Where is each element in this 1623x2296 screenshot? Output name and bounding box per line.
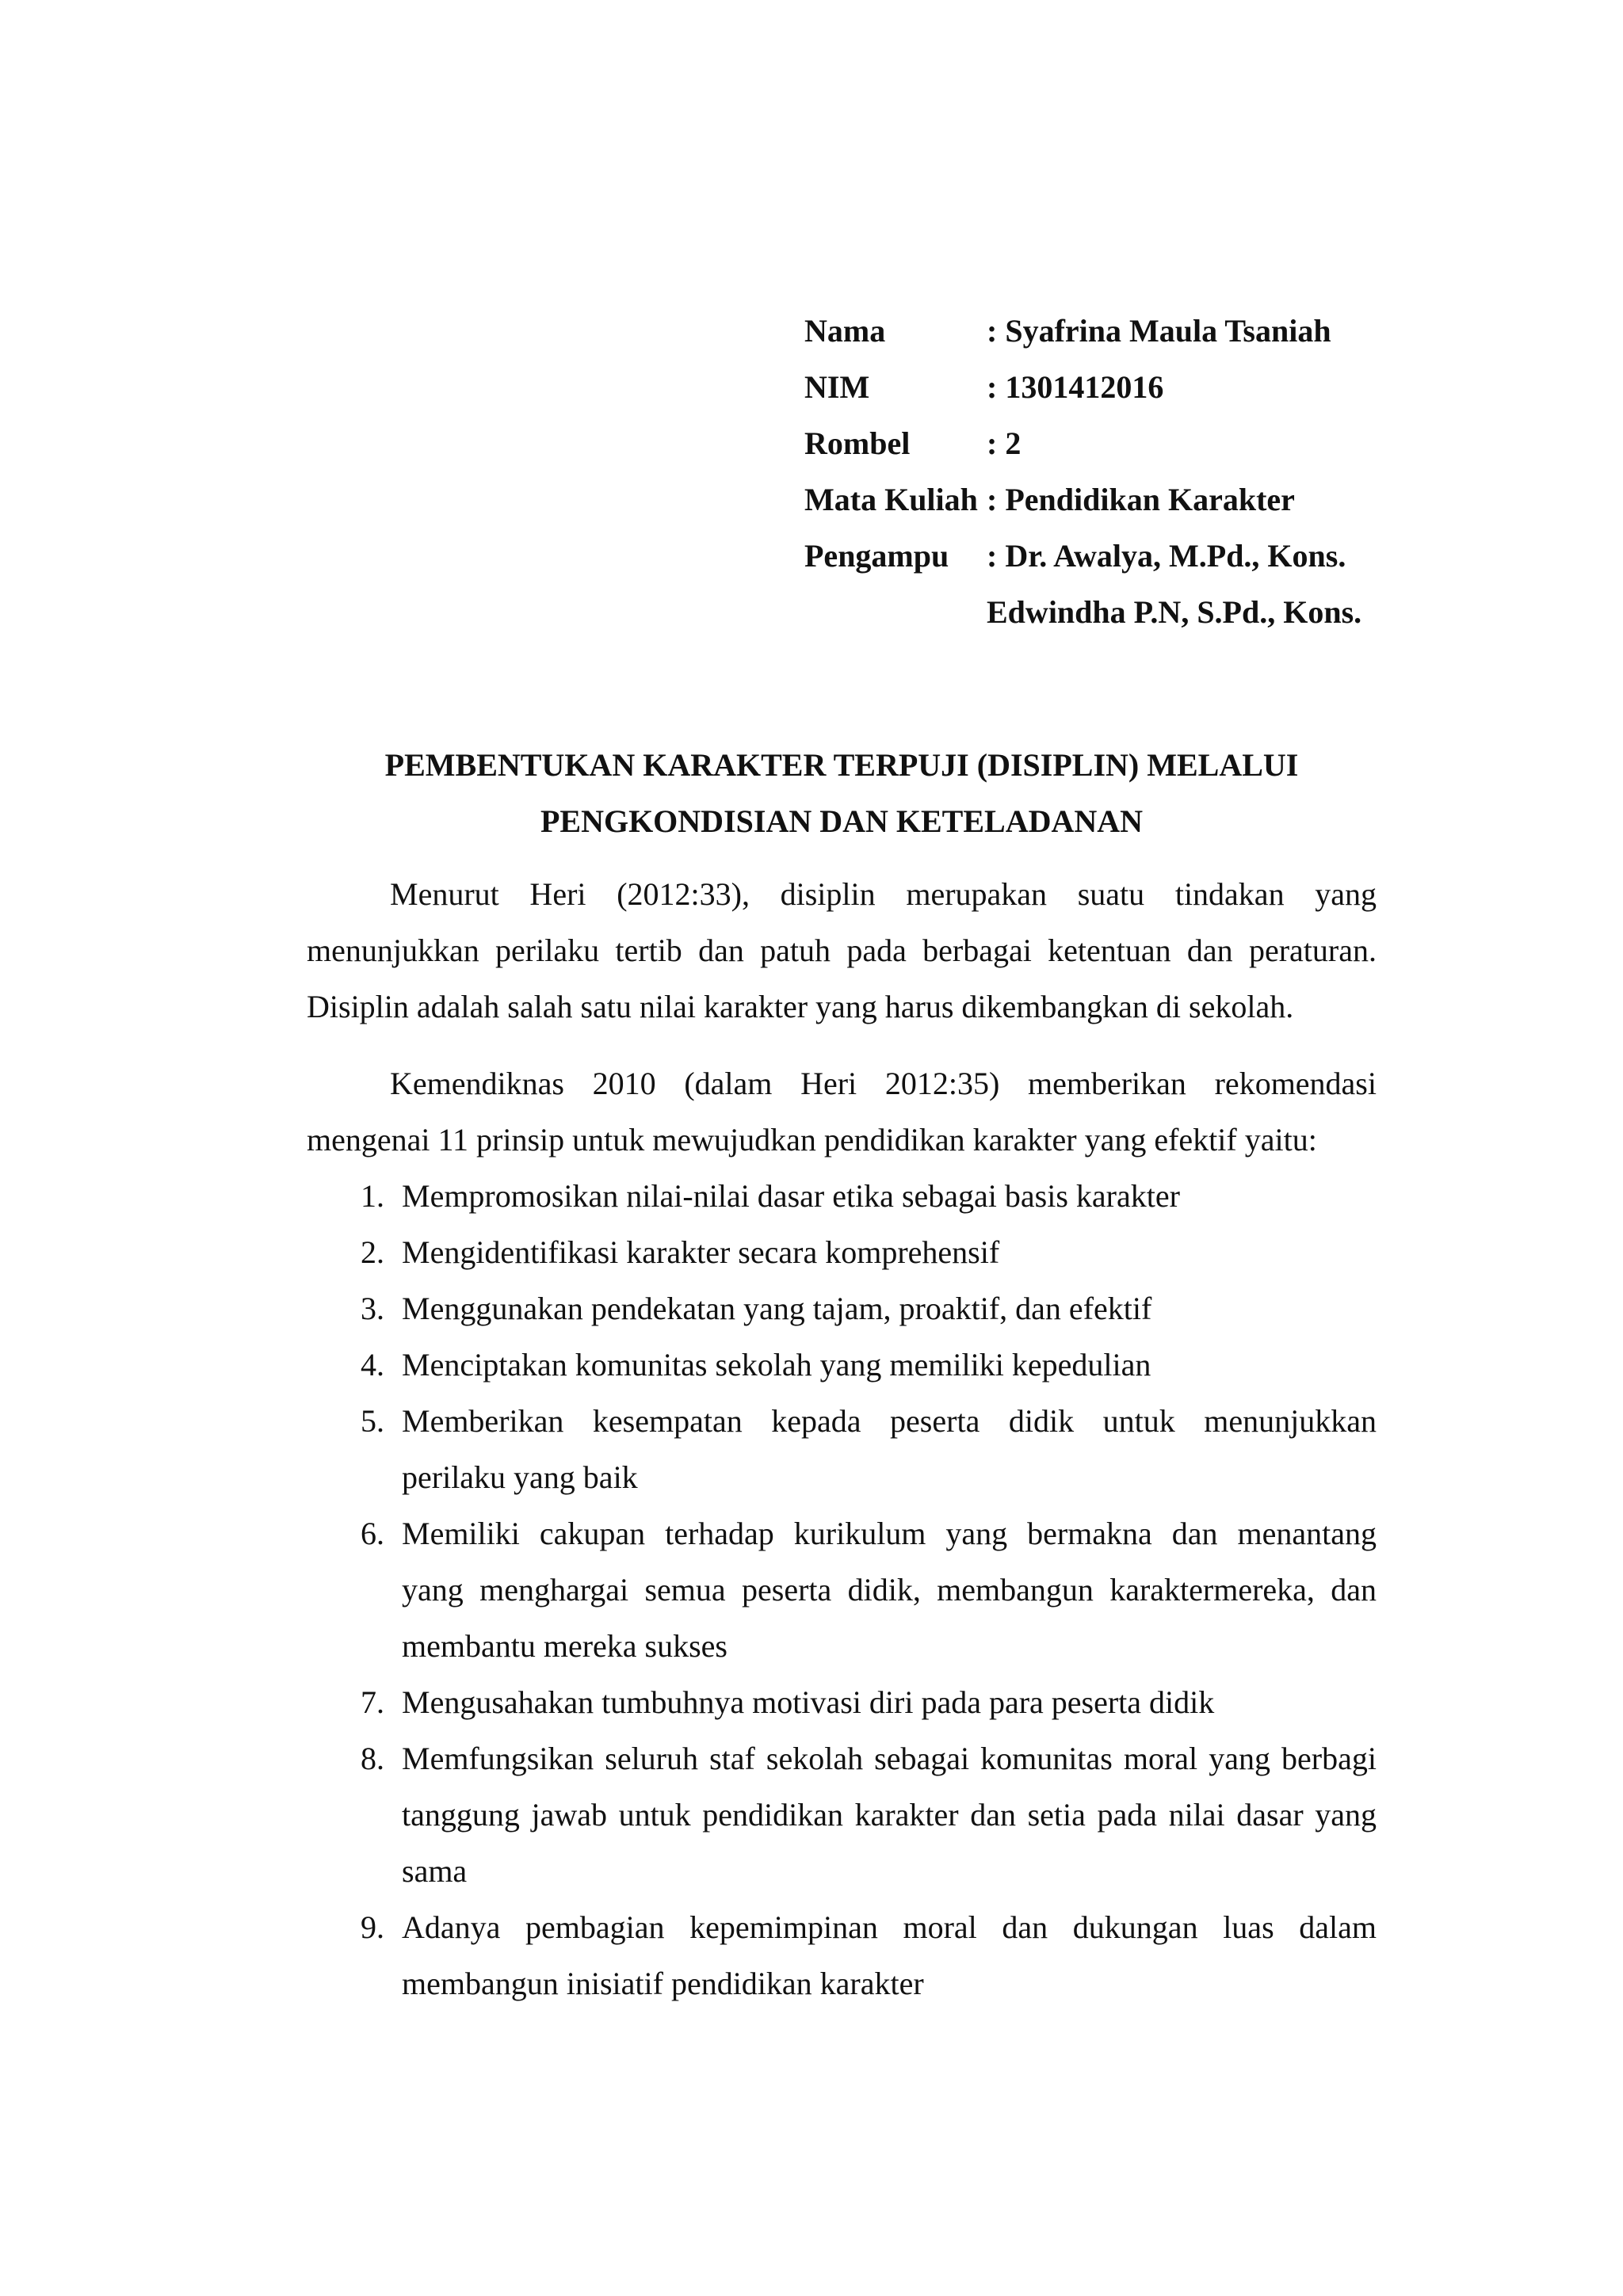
info-row-nama <box>804 303 1407 359</box>
info-value: : 1301412016 <box>987 369 1164 405</box>
list-number: 1. <box>361 1178 384 1214</box>
paragraph-line: menunjukkan perilaku tertib dan patuh pada berbagai ketentuan dan peraturan. <box>307 933 1377 968</box>
list-line: Menggunakan pendekatan yang tajam, proaktif, dan efektif <box>402 1291 1152 1326</box>
list-item <box>307 1674 1377 1730</box>
document-title <box>307 737 1377 849</box>
info-row-mata-kuliah <box>804 471 1407 528</box>
list-text <box>402 1168 1377 1224</box>
list-line: Mengusahakan tumbuhnya motivasi diri pada para peserta didik <box>402 1684 1215 1720</box>
paragraph-line: Disiplin adalah salah satu nilai karakter yang harus dikembangkan di sekolah. <box>307 989 1294 1024</box>
info-label: Mata Kuliah <box>804 482 978 517</box>
list-line: Memfungsikan seluruh staf sekolah sebagai komunitas moral yang berbagi <box>402 1741 1377 1776</box>
principles-list <box>307 1168 1377 2012</box>
list-text <box>402 1280 1377 1337</box>
list-line: perilaku yang baik <box>402 1459 638 1495</box>
list-number: 9. <box>361 1909 384 1945</box>
info-label: Pengampu <box>804 538 949 574</box>
list-item <box>307 1730 1377 1899</box>
list-text <box>402 1505 1377 1674</box>
paragraph-line: Kemendiknas 2010 (dalam Heri 2012:35) memberikan rekomendasi <box>390 1066 1377 1101</box>
list-line: Memiliki cakupan terhadap kurikulum yang bermakna dan menantang <box>402 1516 1377 1551</box>
list-item <box>307 1280 1377 1337</box>
list-number: 2. <box>361 1234 384 1270</box>
list-text <box>402 1899 1377 2012</box>
list-line: yang menghargai semua peserta didik, membangun karaktermereka, dan <box>402 1572 1377 1608</box>
list-line: Mempromosikan nilai-nilai dasar etika sebagai basis karakter <box>402 1178 1180 1214</box>
list-line: membangun inisiatif pendidikan karakter <box>402 1966 924 2001</box>
list-item <box>307 1899 1377 2012</box>
info-label: Rombel <box>804 425 911 461</box>
info-row-rombel <box>804 415 1407 471</box>
list-line: membantu mereka sukses <box>402 1628 727 1664</box>
info-value: : Dr. Awalya, M.Pd., Kons. <box>987 538 1346 574</box>
list-number: 6. <box>361 1516 384 1551</box>
info-label: Nama <box>804 313 886 349</box>
info-row-pengampu-continuation <box>804 584 1407 640</box>
list-item <box>307 1337 1377 1393</box>
info-value: : Pendidikan Karakter <box>987 482 1295 517</box>
list-item <box>307 1505 1377 1674</box>
info-value: : 2 <box>987 425 1022 461</box>
list-number: 4. <box>361 1347 384 1383</box>
title-line: PEMBENTUKAN KARAKTER TERPUJI (DISIPLIN) MELALUI <box>384 747 1299 783</box>
list-line: Memberikan kesempatan kepada peserta didik untuk menunjukkan <box>402 1403 1377 1439</box>
list-number: 3. <box>361 1291 384 1326</box>
list-line: tanggung jawab untuk pendidikan karakter dan setia pada nilai dasar yang <box>402 1797 1377 1833</box>
list-line: Menciptakan komunitas sekolah yang memiliki kepedulian <box>402 1347 1151 1383</box>
title-line: PENGKONDISIAN DAN KETELADANAN <box>540 803 1144 839</box>
paragraph-line: mengenai 11 prinsip untuk mewujudkan pendidikan karakter yang efektif yaitu: <box>307 1122 1317 1158</box>
list-text <box>402 1337 1377 1393</box>
list-text <box>402 1393 1377 1505</box>
list-line: Mengidentifikasi karakter secara komprehensif <box>402 1234 1000 1270</box>
list-line: Adanya pembagian kepemimpinan moral dan dukungan luas dalam <box>402 1909 1377 1945</box>
list-item <box>307 1168 1377 1224</box>
list-line: sama <box>402 1853 468 1889</box>
paragraph-2 <box>307 1055 1377 1168</box>
info-row-nim <box>804 359 1407 415</box>
list-text <box>402 1224 1377 1280</box>
info-label: NIM <box>804 369 870 405</box>
student-info-block <box>804 303 1407 640</box>
list-text <box>402 1730 1377 1899</box>
list-item <box>307 1393 1377 1505</box>
list-text <box>402 1674 1377 1730</box>
info-row-pengampu <box>804 528 1407 584</box>
paragraph-1 <box>307 866 1377 1035</box>
info-value: Edwindha P.N, S.Pd., Kons. <box>987 594 1362 630</box>
paragraph-line: Menurut Heri (2012:33), disiplin merupakan suatu tindakan yang <box>390 876 1377 912</box>
list-number: 8. <box>361 1741 384 1776</box>
list-number: 7. <box>361 1684 384 1720</box>
list-number: 5. <box>361 1403 384 1439</box>
info-value: : Syafrina Maula Tsaniah <box>987 313 1331 349</box>
list-item <box>307 1224 1377 1280</box>
